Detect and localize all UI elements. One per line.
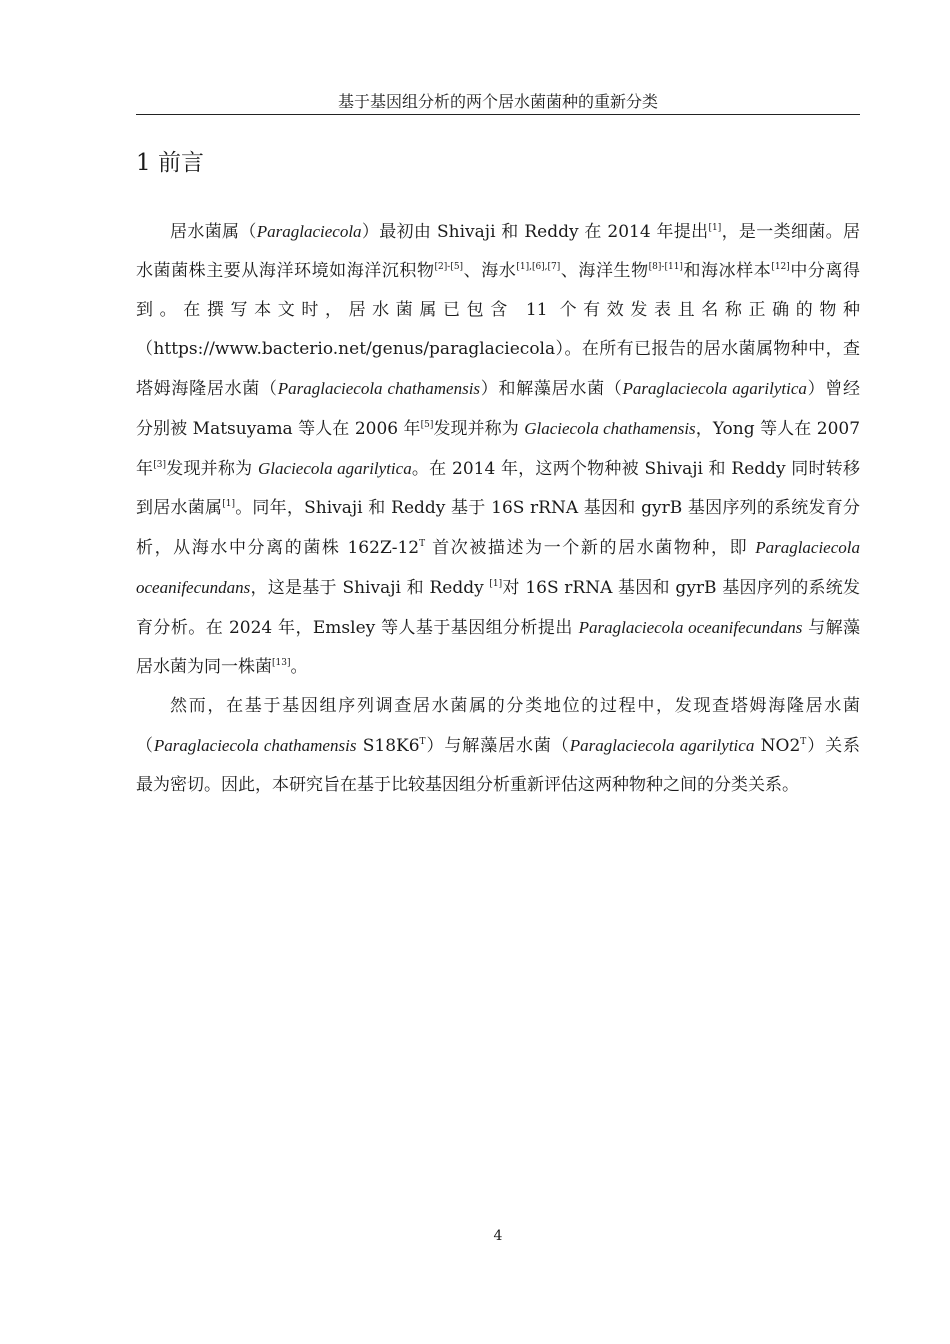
citation-superscript: [12]	[771, 262, 790, 272]
paragraph-2	[136, 687, 860, 805]
text-run: S18K6	[356, 736, 420, 756]
text-run: ，Yong 等人在 2007 年	[136, 419, 861, 479]
text-run: 发现并称为	[433, 419, 525, 439]
text-run: 发现并称为	[165, 459, 259, 479]
body-text	[136, 212, 860, 805]
citation-superscript: T	[419, 737, 426, 747]
citation-superscript: [1]	[489, 579, 503, 589]
species-name: Paraglaciecola agarilytica	[622, 379, 807, 398]
text-run: 居水菌属（	[170, 222, 257, 242]
species-name: Paraglaciecola oceanifecundans	[578, 618, 803, 637]
citation-superscript: [1]	[708, 223, 722, 233]
citation-superscript: T	[800, 737, 807, 747]
text-run: ）曾经分别被 Matsuyama 等人在 2006 年	[136, 379, 861, 439]
species-name: Paraglaciecola agarilytica	[569, 736, 755, 755]
text-run: 。同年，Shivaji 和 Reddy 基于 16S rRNA 基因和 gyrB 基因序列的系统发育分析，从海水中分离的菌株 162Z-12	[136, 498, 861, 558]
text-run: 对 16S rRNA 基因和 gyrB 基因序列的系统发育分析。在 2024 年，Emsley 等人基于基因组分析提出	[136, 578, 861, 638]
text-run: ）和解藻居水菌（	[480, 379, 623, 399]
citation-superscript: T	[419, 539, 426, 549]
section-title: 1 前言	[136, 150, 204, 176]
species-name: Paraglaciecola chathamensis	[153, 736, 357, 755]
text-run: 。在 2014 年，这两个物种被 Shivaji 和 Reddy 同时转移到居水菌属	[136, 459, 860, 518]
citation-superscript: [1],[6],[7]	[516, 262, 561, 272]
citation-superscript: [1]	[222, 499, 235, 509]
text-run: ）最初由 Shivaji 和 Reddy 在 2014 年提出	[361, 222, 709, 242]
text-run: 中分离得到。在撰写本文时，居水菌属已包含 11 个有效发表且名称正确的物种（https://www.bacterio.net/genus/paraglaciecola）。在所有已报告的居水菌属物种中，查塔姆海隆居水菌（	[136, 261, 861, 399]
citation-superscript: [13]	[272, 658, 291, 668]
header-divider	[136, 114, 860, 115]
text-run: ，是一类细菌。居水菌菌株主要从海洋环境如海洋沉积物	[136, 222, 861, 281]
species-name: Paraglaciecola	[256, 222, 362, 241]
text-run: ）关系最为密切。因此，本研究旨在基于比较基因组分析重新评估这两种物种之间的分类关系。	[136, 736, 861, 795]
page-number: 4	[493, 1228, 503, 1244]
paragraph-1	[136, 212, 860, 687]
text-run: NO2	[754, 736, 801, 756]
text-run: 、海洋生物	[560, 261, 649, 281]
species-name: Glaciecola agarilytica	[258, 459, 412, 478]
citation-superscript: [3]	[153, 460, 166, 470]
text-run: 和海冰样本	[682, 261, 772, 281]
text-run: 、海水	[463, 261, 517, 281]
text-run: 与解藻居水菌为同一株菌	[136, 618, 861, 677]
citation-superscript: [8]-[11]	[648, 262, 683, 272]
text-run: ，这是基于 Shivaji 和 Reddy	[250, 578, 490, 598]
text-run: 。	[290, 657, 308, 677]
citation-superscript: [5]	[420, 420, 434, 430]
text-run: ）与解藻居水菌（	[425, 736, 570, 756]
text-run: 然而，在基于基因组序列调查居水菌属的分类地位的过程中，发现查塔姆海隆居水菌（	[136, 696, 860, 756]
text-run: 首次被描述为一个新的居水菌物种，即	[425, 538, 756, 558]
species-name: Paraglaciecola oceanifecundans	[136, 538, 860, 597]
species-name: Paraglaciecola chathamensis	[277, 379, 481, 398]
running-header: 基于基因组分析的两个居水菌菌种的重新分类	[337, 92, 658, 111]
species-name: Glaciecola chathamensis	[524, 419, 696, 438]
citation-superscript: [2]-[5]	[434, 262, 464, 272]
